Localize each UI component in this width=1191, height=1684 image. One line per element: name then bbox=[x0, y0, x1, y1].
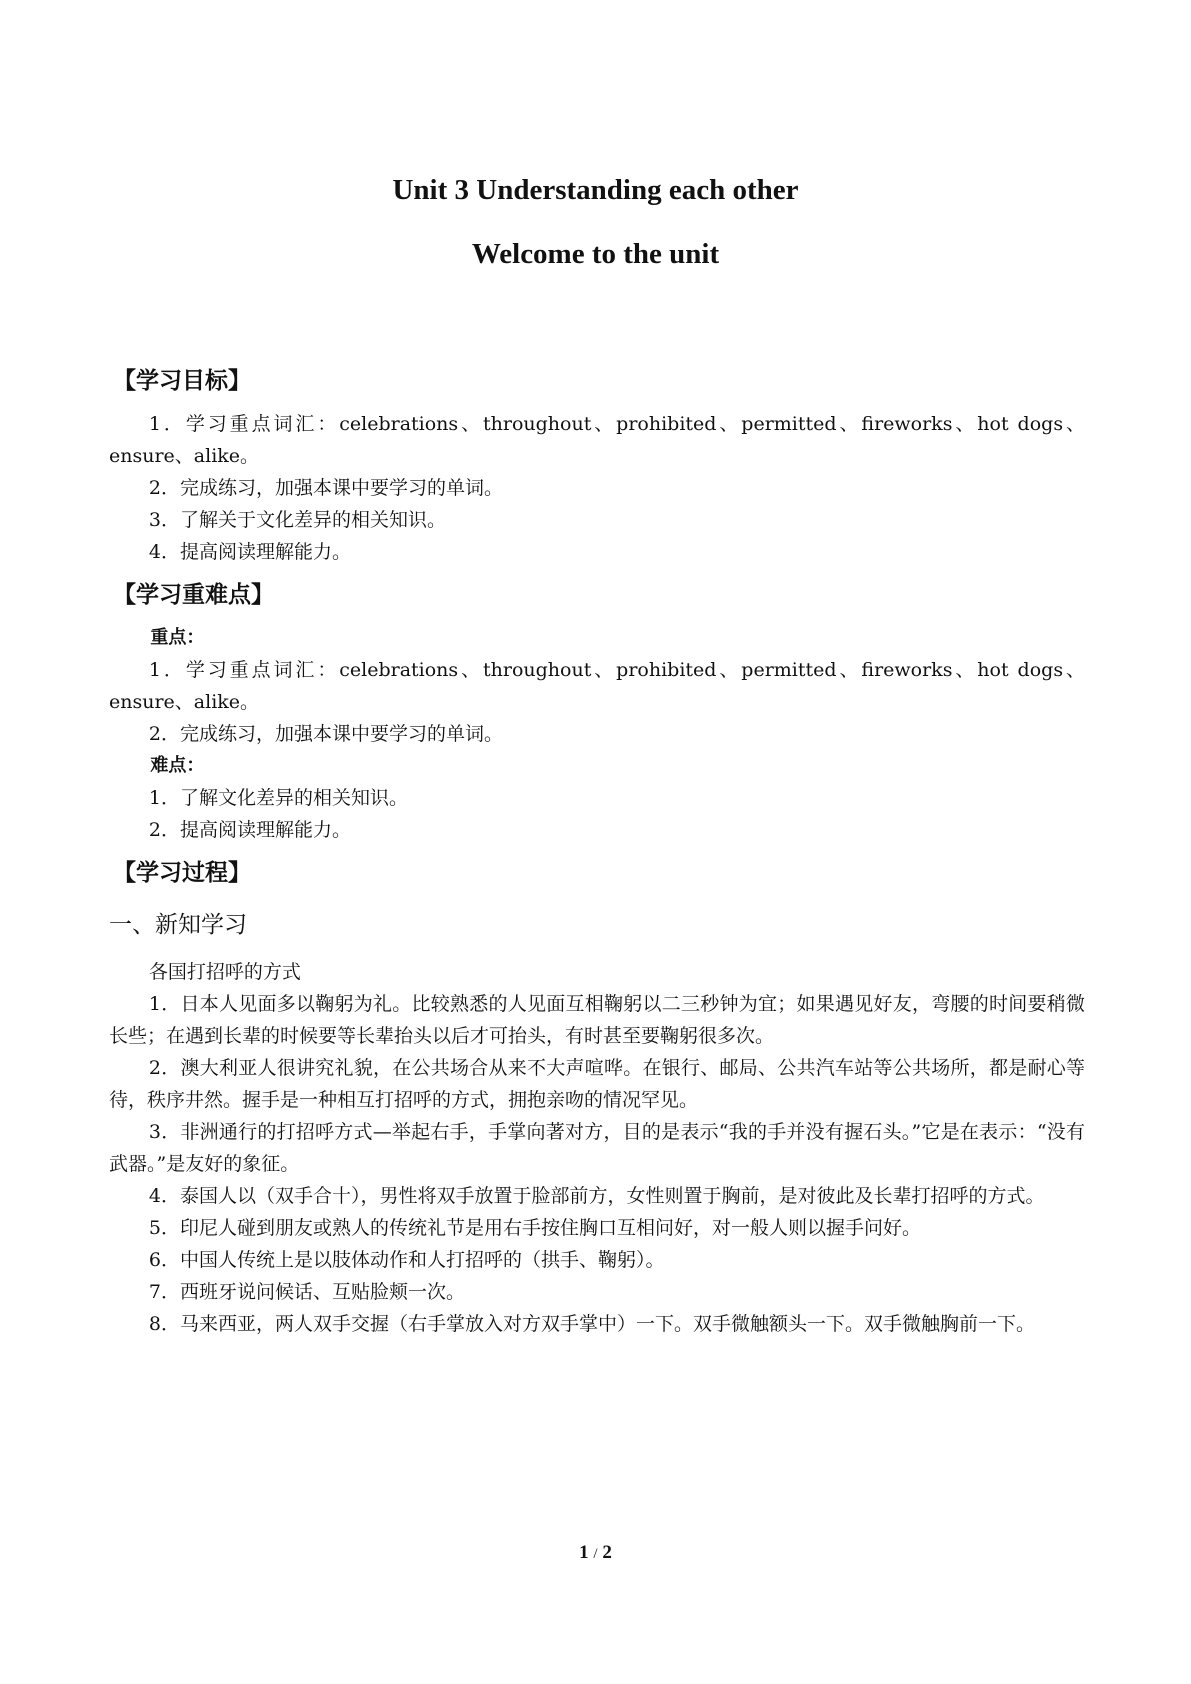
objective-item: 2．完成练习，加强本课中要学习的单词。 bbox=[148, 477, 503, 499]
greeting-item: 6．中国人传统上是以肢体动作和人打招呼的（拱手、鞠躬）。 bbox=[148, 1249, 665, 1271]
greeting-item: 5．印尼人碰到朋友或熟人的传统礼节是用右手按住胸口互相问好，对一般人则以握手问好。 bbox=[148, 1217, 921, 1239]
objective-item: 1．学习重点词汇：celebrations、throughout、prohibited、permitted、fireworks、hot dogs、ensure、alike。 bbox=[109, 413, 1085, 467]
greeting-item: 1．日本人见面多以鞠躬为礼。比较熟悉的人见面互相鞠躬以二三秒钟为宜；如果遇见好友，弯腰的时间要稍微长些；在遇到长辈的时候要等长辈抬头以后才可抬头，有时甚至要鞠躬很多次。 bbox=[109, 993, 1085, 1047]
greeting-item: 8．马来西亚，两人双手交握（右手掌放入对方双手掌中）一下。双手微触额头一下。双手微触胸前一下。 bbox=[148, 1313, 1035, 1335]
difficult-label: 难点： bbox=[150, 755, 205, 776]
difficult-item: 2．提高阅读理解能力。 bbox=[148, 819, 351, 841]
greeting-item: 7．西班牙说问候话、互贴脸颊一次。 bbox=[148, 1281, 465, 1303]
key-item: 2．完成练习，加强本课中要学习的单词。 bbox=[148, 723, 503, 745]
objective-item: 3．了解关于文化差异的相关知识。 bbox=[148, 509, 446, 531]
page-current: 1 bbox=[579, 1542, 589, 1563]
key-item: 1．学习重点词汇：celebrations、throughout、prohibited、permitted、fireworks、hot dogs、ensure、alike。 bbox=[109, 659, 1085, 713]
difficult-item: 1．了解文化差异的相关知识。 bbox=[148, 787, 408, 809]
page-number bbox=[0, 1542, 1191, 1564]
process-heading: 【学习过程】 bbox=[113, 860, 251, 886]
greeting-item: 4．泰国人以（双手合十），男性将双手放置于脸部前方，女性则置于胸前，是对彼此及长辈打招呼的方式。 bbox=[148, 1185, 1045, 1207]
part1-heading: 一、新知学习 bbox=[109, 912, 247, 938]
objective-item: 4．提高阅读理解能力。 bbox=[148, 541, 351, 563]
document-body bbox=[109, 364, 1085, 1340]
key-points-heading: 【学习重难点】 bbox=[113, 582, 274, 608]
greeting-item: 2．澳大利亚人很讲究礼貌，在公共场合从来不大声喧哗。在银行、邮局、公共汽车站等公共场所，都是耐心等待，秩序井然。握手是一种相互打招呼的方式，拥抱亲吻的情况罕见。 bbox=[109, 1057, 1085, 1111]
page-separator: / bbox=[593, 1546, 598, 1562]
greeting-item: 3．非洲通行的打招呼方式—举起右手，手掌向著对方，目的是表示“我的手并没有握石头。”它是在表示：“没有武器。”是友好的象征。 bbox=[109, 1121, 1085, 1175]
page-total: 2 bbox=[602, 1542, 612, 1563]
greetings-intro: 各国打招呼的方式 bbox=[148, 961, 301, 983]
key-label: 重点： bbox=[150, 627, 205, 648]
objectives-heading: 【学习目标】 bbox=[113, 368, 251, 394]
document-subtitle: Welcome to the unit bbox=[471, 238, 720, 270]
document-title: Unit 3 Understanding each other bbox=[392, 174, 799, 206]
